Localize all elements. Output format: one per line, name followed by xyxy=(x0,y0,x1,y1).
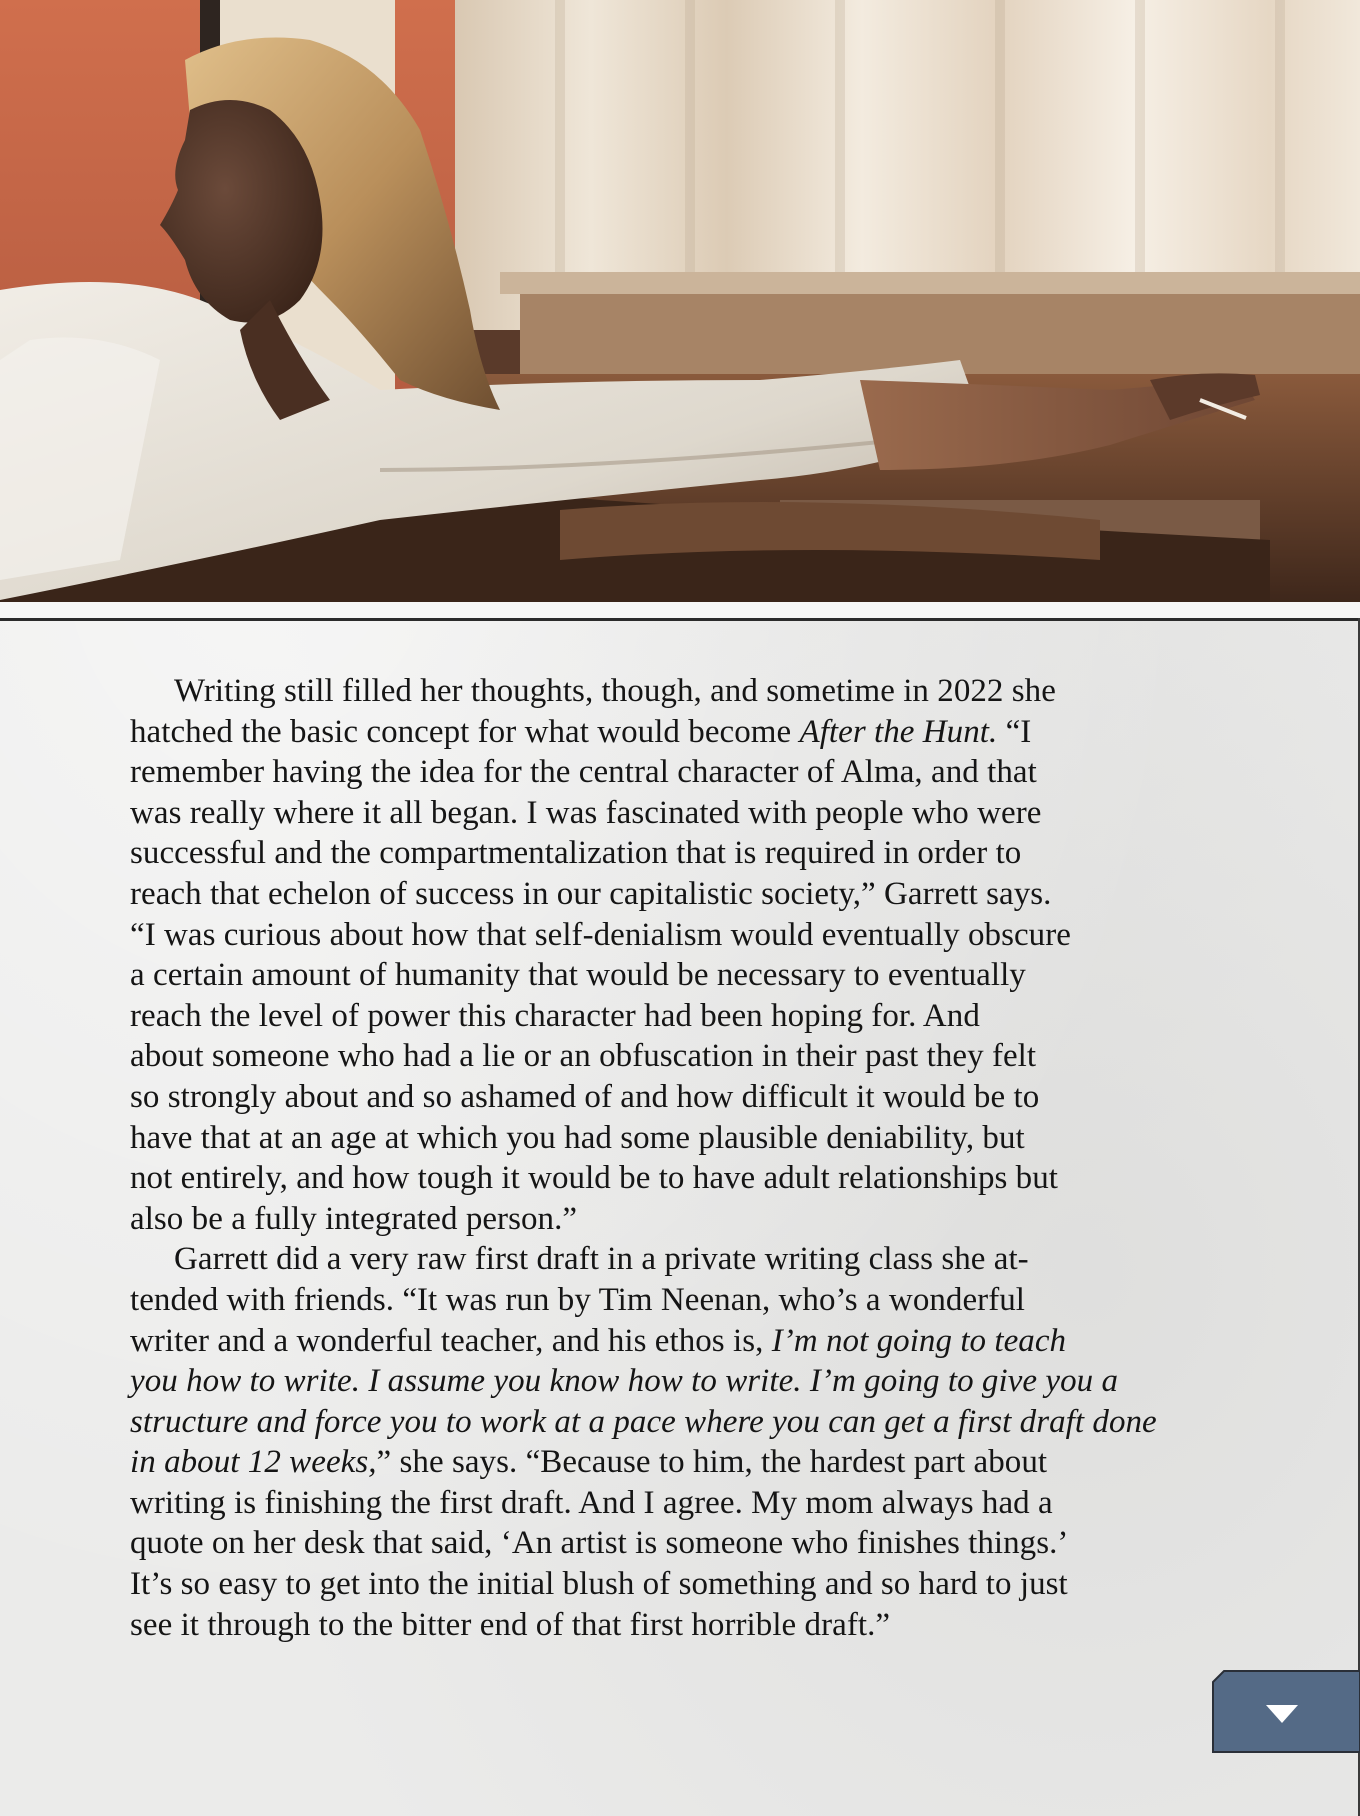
article-body xyxy=(130,671,1220,1645)
article-photo xyxy=(0,0,1360,602)
text-line xyxy=(130,1442,1220,1483)
text-line xyxy=(130,793,1220,834)
text-run: reach that echelon of success in our capitalistic society,” Garrett says. xyxy=(130,875,1052,912)
text-run: ” she says. “Because to him, the hardest part about xyxy=(376,1444,1048,1481)
text-line xyxy=(130,833,1220,874)
text-run: have that at an age at which you had some plausible deniability, but xyxy=(130,1119,1025,1156)
text-line xyxy=(130,996,1220,1037)
text-line xyxy=(130,1199,1220,1240)
section-divider xyxy=(0,618,1360,621)
text-line xyxy=(130,752,1220,793)
text-line xyxy=(130,1605,1220,1646)
text-line xyxy=(130,671,1220,712)
photo-illustration xyxy=(0,0,1360,602)
text-line xyxy=(130,1118,1220,1159)
text-line xyxy=(130,1321,1220,1362)
text-run: about someone who had a lie or an obfuscation in their past they felt xyxy=(130,1038,1037,1075)
article-paragraph xyxy=(130,671,1220,1239)
text-line xyxy=(130,1036,1220,1077)
text-line xyxy=(130,1564,1220,1605)
text-run: a certain amount of humanity that would be necessary to eventually xyxy=(130,957,1026,994)
text-line xyxy=(130,1402,1220,1443)
text-line xyxy=(130,1483,1220,1524)
text-line xyxy=(130,955,1220,996)
text-run: successful and the compartmentalization that is required in order to xyxy=(130,835,1022,872)
text-run: Garrett did a very raw first draft in a private writing class she at- xyxy=(174,1241,1029,1278)
text-run: reach the level of power this character had been hoping for. And xyxy=(130,997,980,1034)
text-line xyxy=(130,915,1220,956)
text-run: quote on her desk that said, ‘An artist is someone who finishes things.’ xyxy=(130,1525,1069,1562)
text-run: writing is finishing the first draft. And I agree. My mom always had a xyxy=(130,1484,1053,1521)
photo-border xyxy=(0,602,1360,618)
text-line xyxy=(130,1239,1220,1280)
italic-text: you how to write. I assume you know how to write. I’m going to give you a xyxy=(130,1363,1119,1400)
italic-text: I’m not going to teach xyxy=(771,1322,1067,1359)
text-line xyxy=(130,1361,1220,1402)
text-run: see it through to the bitter end of that first horrible draft.” xyxy=(130,1606,891,1643)
text-line xyxy=(130,874,1220,915)
text-line xyxy=(130,1523,1220,1564)
italic-text: After the Hunt. xyxy=(799,713,998,750)
text-line xyxy=(130,1280,1220,1321)
next-page-button[interactable] xyxy=(1212,1670,1360,1753)
text-run: Writing still filled her thoughts, though, and sometime in 2022 she xyxy=(174,673,1056,709)
text-run: “I xyxy=(997,713,1032,750)
text-run: remember having the idea for the central character of Alma, and that xyxy=(130,754,1037,791)
italic-text: in about 12 weeks, xyxy=(130,1444,377,1481)
italic-text: structure and force you to work at a pace where you can get a first draft done xyxy=(130,1403,1157,1440)
text-run: was really where it all began. I was fascinated with people who were xyxy=(130,794,1042,831)
text-run: not entirely, and how tough it would be to have adult relationships but xyxy=(130,1160,1059,1197)
text-line xyxy=(130,1077,1220,1118)
text-line xyxy=(130,1158,1220,1199)
text-run: writer and a wonderful teacher, and his ethos is, xyxy=(130,1322,772,1359)
text-run: hatched the basic concept for what would become xyxy=(130,713,800,750)
text-run: “I was curious about how that self-denialism would eventually obscure xyxy=(130,916,1071,953)
text-line xyxy=(130,712,1220,753)
text-run: also be a fully integrated person.” xyxy=(130,1200,578,1237)
text-run: tended with friends. “It was run by Tim Neenan, who’s a wonderful xyxy=(130,1281,1026,1318)
text-run: It’s so easy to get into the initial blush of something and so hard to just xyxy=(130,1566,1068,1603)
article-paragraph xyxy=(130,1239,1220,1645)
text-run: so strongly about and so ashamed of and how difficult it would be to xyxy=(130,1078,1040,1115)
